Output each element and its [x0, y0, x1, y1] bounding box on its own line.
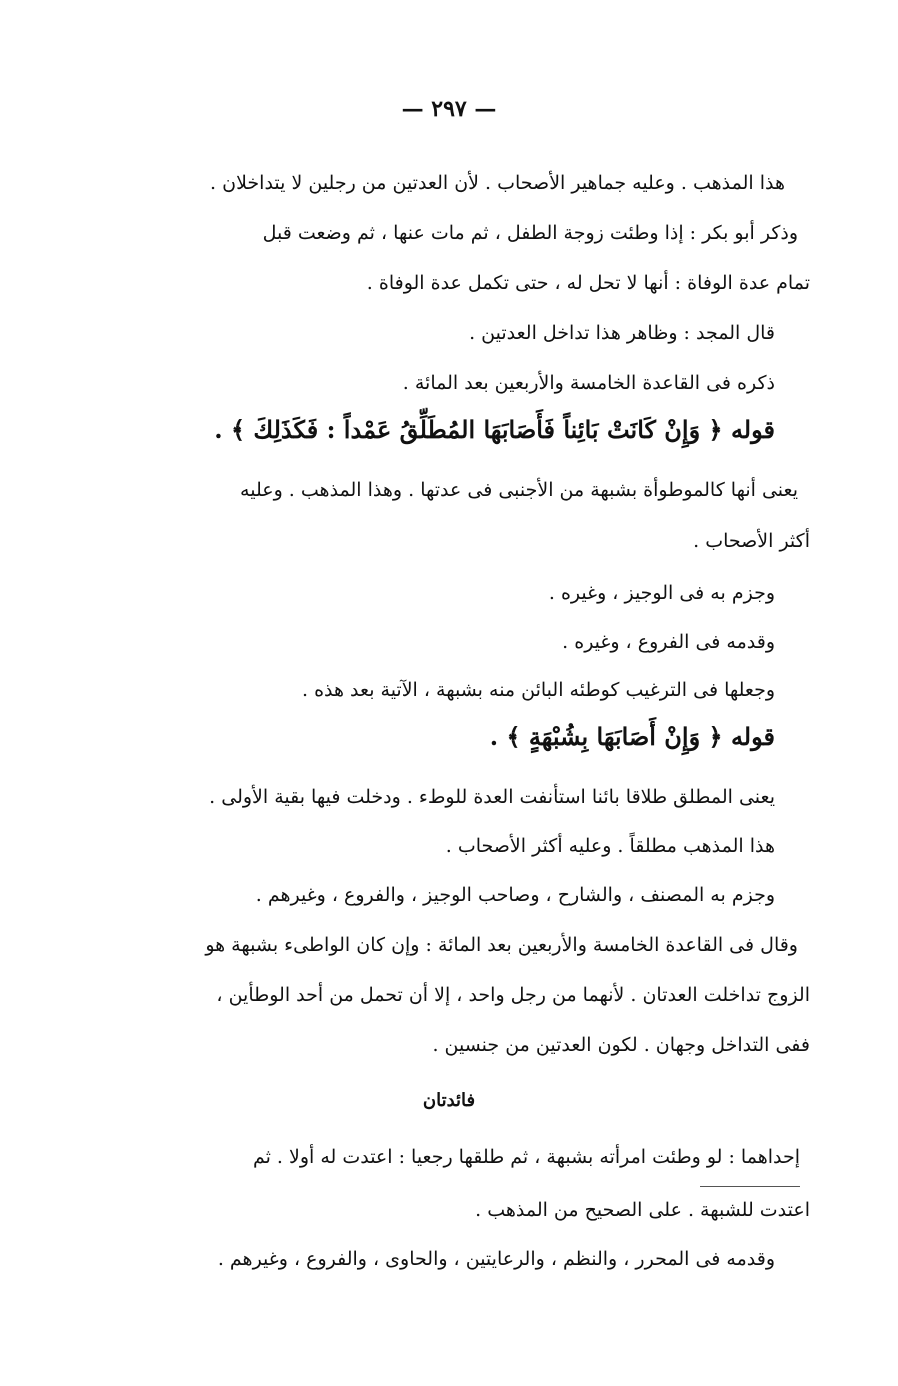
section-heading: فائدتان — [422, 1090, 476, 1111]
text-line-19: وقدمه فى المحرر ، والنظم ، والرعايتين ، والحاوى ، والفروع ، وغيرهم . — [217, 1248, 775, 1270]
page-number: — ٢٩٧ — — [401, 96, 497, 122]
text-line-16: ففى التداخل وجهان . لكون العدتين من جنسين . — [432, 1034, 810, 1056]
text-line-12: هذا المذهب مطلقاً . وعليه أكثر الأصحاب . — [445, 835, 775, 857]
text-line-17: إحداهما : لو وطئت امرأته بشبهة ، ثم طلقها رجعيا : اعتدت له أولا . ثم — [252, 1146, 800, 1168]
text-line-8: وجزم به فى الوجيز ، وغيره . — [548, 582, 775, 604]
text-line-5: ذكره فى القاعدة الخامسة والأربعين بعد المائة . — [402, 372, 775, 394]
quote-line-1: قوله ﴿ وَإِنْ كَانَتْ بَائِناً فَأَصَابَهَا المُطَلِّقُ عَمْداً : فَكَذَلِكَ ﴾ . — [214, 415, 775, 444]
text-line-1: هذا المذهب . وعليه جماهير الأصحاب . لأن العدتين من رجلين لا يتداخلان . — [210, 172, 785, 194]
text-line-15: الزوج تداخلت العدتان . لأنهما من رجل واحد ، إلا أن تحمل من أحد الوطأين ، — [216, 984, 810, 1006]
text-line-3: تمام عدة الوفاة : أنها لا تحل له ، حتى تكمل عدة الوفاة . — [366, 272, 810, 294]
text-line-6: يعنى أنها كالموطوأة بشبهة من الأجنبى فى عدتها . وهذا المذهب . وعليه — [240, 479, 798, 501]
text-line-13: وجزم به المصنف ، والشارح ، وصاحب الوجيز ، والفروع ، وغيرهم . — [255, 884, 775, 906]
text-line-4: قال المجد : وظاهر هذا تداخل العدتين . — [469, 322, 775, 344]
text-line-7: أكثر الأصحاب . — [693, 530, 810, 552]
text-line-14: وقال فى القاعدة الخامسة والأربعين بعد المائة : وإن كان الواطىء بشبهة هو — [205, 934, 798, 956]
text-line-9: وقدمه فى الفروع ، وغيره . — [562, 631, 775, 653]
text-line-18: اعتدت للشبهة . على الصحيح من المذهب . — [475, 1199, 810, 1221]
divider-rule — [700, 1186, 800, 1187]
text-line-2: وذكر أبو بكر : إذا وطئت زوجة الطفل ، ثم مات عنها ، ثم وضعت قبل — [262, 222, 798, 244]
text-line-11: يعنى المطلق طلاقا بائنا استأنفت العدة للوطء . ودخلت فيها بقية الأولى . — [209, 786, 775, 808]
quote-line-2: قوله ﴿ وَإِنْ أَصَابَهَا بِشُبْهَةٍ ﴾ . — [489, 722, 775, 751]
text-line-10: وجعلها فى الترغيب كوطئه البائن منه بشبهة ، الآتية بعد هذه . — [301, 679, 775, 701]
